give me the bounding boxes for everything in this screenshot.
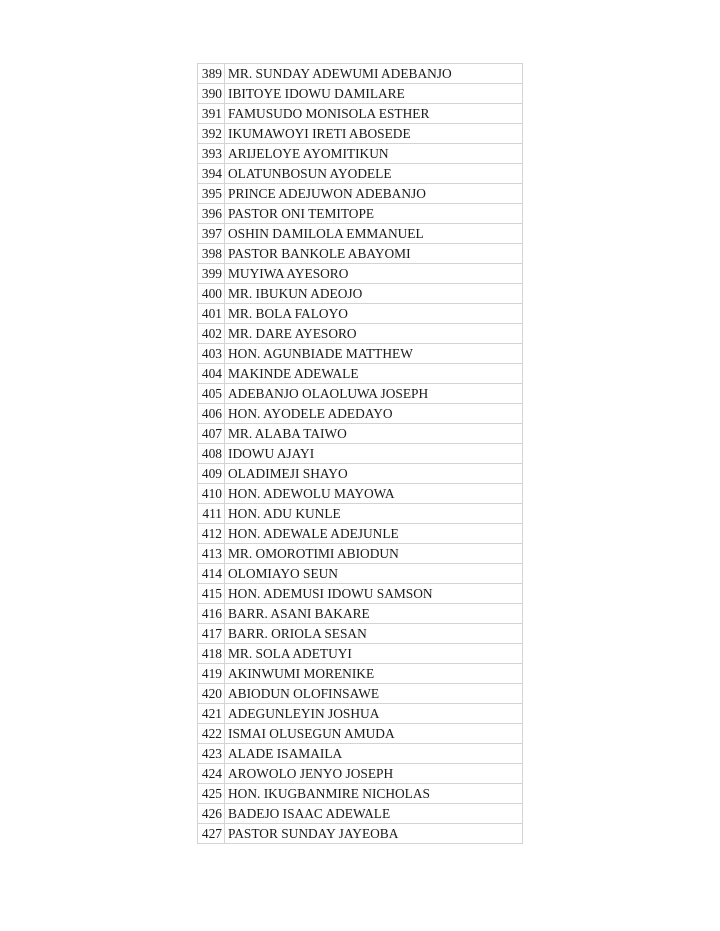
row-number-cell: 410: [198, 484, 225, 504]
row-number-cell: 419: [198, 664, 225, 684]
row-number-cell: 398: [198, 244, 225, 264]
name-cell: MR. DARE AYESORO: [225, 324, 523, 344]
row-number-cell: 403: [198, 344, 225, 364]
row-number-cell: 395: [198, 184, 225, 204]
name-cell: ISMAI OLUSEGUN AMUDA: [225, 724, 523, 744]
row-number-cell: 399: [198, 264, 225, 284]
table-row: [198, 144, 523, 164]
table-row: [198, 124, 523, 144]
name-cell: HON. ADEWALE ADEJUNLE: [225, 524, 523, 544]
name-cell: MR. IBUKUN ADEOJO: [225, 284, 523, 304]
row-number-cell: 411: [198, 504, 225, 524]
table-row: [198, 164, 523, 184]
row-number-cell: 425: [198, 784, 225, 804]
row-number-cell: 393: [198, 144, 225, 164]
name-cell: HON. ADEMUSI IDOWU SAMSON: [225, 584, 523, 604]
row-number-cell: 420: [198, 684, 225, 704]
row-number-cell: 416: [198, 604, 225, 624]
name-cell: PRINCE ADEJUWON ADEBANJO: [225, 184, 523, 204]
name-cell: ARIJELOYE AYOMITIKUN: [225, 144, 523, 164]
table-row: [198, 104, 523, 124]
row-number-cell: 402: [198, 324, 225, 344]
name-cell: BARR. ORIOLA SESAN: [225, 624, 523, 644]
name-cell: PASTOR BANKOLE ABAYOMI: [225, 244, 523, 264]
name-cell: HON. ADEWOLU MAYOWA: [225, 484, 523, 504]
table-row: [198, 444, 523, 464]
name-cell: MR. OMOROTIMI ABIODUN: [225, 544, 523, 564]
row-number-cell: 408: [198, 444, 225, 464]
table-row: [198, 504, 523, 524]
row-number-cell: 423: [198, 744, 225, 764]
name-cell: IDOWU AJAYI: [225, 444, 523, 464]
row-number-cell: 391: [198, 104, 225, 124]
table-row: [198, 84, 523, 104]
name-cell: ALADE ISAMAILA: [225, 744, 523, 764]
name-cell: HON. AGUNBIADE MATTHEW: [225, 344, 523, 364]
table-row: [198, 284, 523, 304]
row-number-cell: 406: [198, 404, 225, 424]
name-cell: MR. ALABA TAIWO: [225, 424, 523, 444]
table-row: [198, 604, 523, 624]
table-row: [198, 264, 523, 284]
name-cell: MR. BOLA FALOYO: [225, 304, 523, 324]
row-number-cell: 424: [198, 764, 225, 784]
row-number-cell: 390: [198, 84, 225, 104]
row-number-cell: 400: [198, 284, 225, 304]
row-number-cell: 392: [198, 124, 225, 144]
row-number-cell: 412: [198, 524, 225, 544]
table-row: [198, 524, 523, 544]
table-row: [198, 344, 523, 364]
table-row: [198, 404, 523, 424]
row-number-cell: 413: [198, 544, 225, 564]
name-cell: OLATUNBOSUN AYODELE: [225, 164, 523, 184]
name-cell: PASTOR SUNDAY JAYEOBA: [225, 824, 523, 844]
table-row: [198, 684, 523, 704]
row-number-cell: 396: [198, 204, 225, 224]
name-cell: AROWOLO JENYO JOSEPH: [225, 764, 523, 784]
name-cell: PASTOR ONI TEMITOPE: [225, 204, 523, 224]
name-cell: BARR. ASANI BAKARE: [225, 604, 523, 624]
table-row: [198, 324, 523, 344]
row-number-cell: 421: [198, 704, 225, 724]
table-row: [198, 364, 523, 384]
name-cell: ADEGUNLEYIN JOSHUA: [225, 704, 523, 724]
name-cell: MR. SOLA ADETUYI: [225, 644, 523, 664]
name-cell: ADEBANJO OLAOLUWA JOSEPH: [225, 384, 523, 404]
name-cell: HON. IKUGBANMIRE NICHOLAS: [225, 784, 523, 804]
table-row: [198, 584, 523, 604]
table-row: [198, 564, 523, 584]
row-number-cell: 389: [198, 64, 225, 84]
table-row: [198, 644, 523, 664]
roster-table: [197, 63, 523, 844]
name-cell: HON. ADU KUNLE: [225, 504, 523, 524]
name-cell: IBITOYE IDOWU DAMILARE: [225, 84, 523, 104]
table-row: [198, 384, 523, 404]
table-row: [198, 744, 523, 764]
table-row: [198, 764, 523, 784]
table-row: [198, 244, 523, 264]
name-cell: OLOMIAYO SEUN: [225, 564, 523, 584]
name-cell: OSHIN DAMILOLA EMMANUEL: [225, 224, 523, 244]
table-row: [198, 724, 523, 744]
name-cell: MAKINDE ADEWALE: [225, 364, 523, 384]
row-number-cell: 426: [198, 804, 225, 824]
row-number-cell: 414: [198, 564, 225, 584]
table-row: [198, 464, 523, 484]
name-cell: BADEJO ISAAC ADEWALE: [225, 804, 523, 824]
row-number-cell: 418: [198, 644, 225, 664]
table-row: [198, 664, 523, 684]
table-row: [198, 224, 523, 244]
row-number-cell: 427: [198, 824, 225, 844]
table-row: [198, 424, 523, 444]
table-row: [198, 824, 523, 844]
name-cell: MUYIWA AYESORO: [225, 264, 523, 284]
row-number-cell: 401: [198, 304, 225, 324]
row-number-cell: 422: [198, 724, 225, 744]
name-cell: OLADIMEJI SHAYO: [225, 464, 523, 484]
table-row: [198, 624, 523, 644]
table-row: [198, 784, 523, 804]
row-number-cell: 415: [198, 584, 225, 604]
table-row: [198, 704, 523, 724]
table-row: [198, 484, 523, 504]
row-number-cell: 409: [198, 464, 225, 484]
row-number-cell: 394: [198, 164, 225, 184]
table-row: [198, 184, 523, 204]
row-number-cell: 417: [198, 624, 225, 644]
name-cell: ABIODUN OLOFINSAWE: [225, 684, 523, 704]
name-cell: HON. AYODELE ADEDAYO: [225, 404, 523, 424]
row-number-cell: 404: [198, 364, 225, 384]
row-number-cell: 405: [198, 384, 225, 404]
name-cell: IKUMAWOYI IRETI ABOSEDE: [225, 124, 523, 144]
roster-table-body: [198, 64, 523, 844]
table-row: [198, 544, 523, 564]
table-row: [198, 804, 523, 824]
table-row: [198, 304, 523, 324]
table-row: [198, 64, 523, 84]
row-number-cell: 397: [198, 224, 225, 244]
name-cell: AKINWUMI MORENIKE: [225, 664, 523, 684]
table-row: [198, 204, 523, 224]
row-number-cell: 407: [198, 424, 225, 444]
name-cell: FAMUSUDO MONISOLA ESTHER: [225, 104, 523, 124]
name-cell: MR. SUNDAY ADEWUMI ADEBANJO: [225, 64, 523, 84]
